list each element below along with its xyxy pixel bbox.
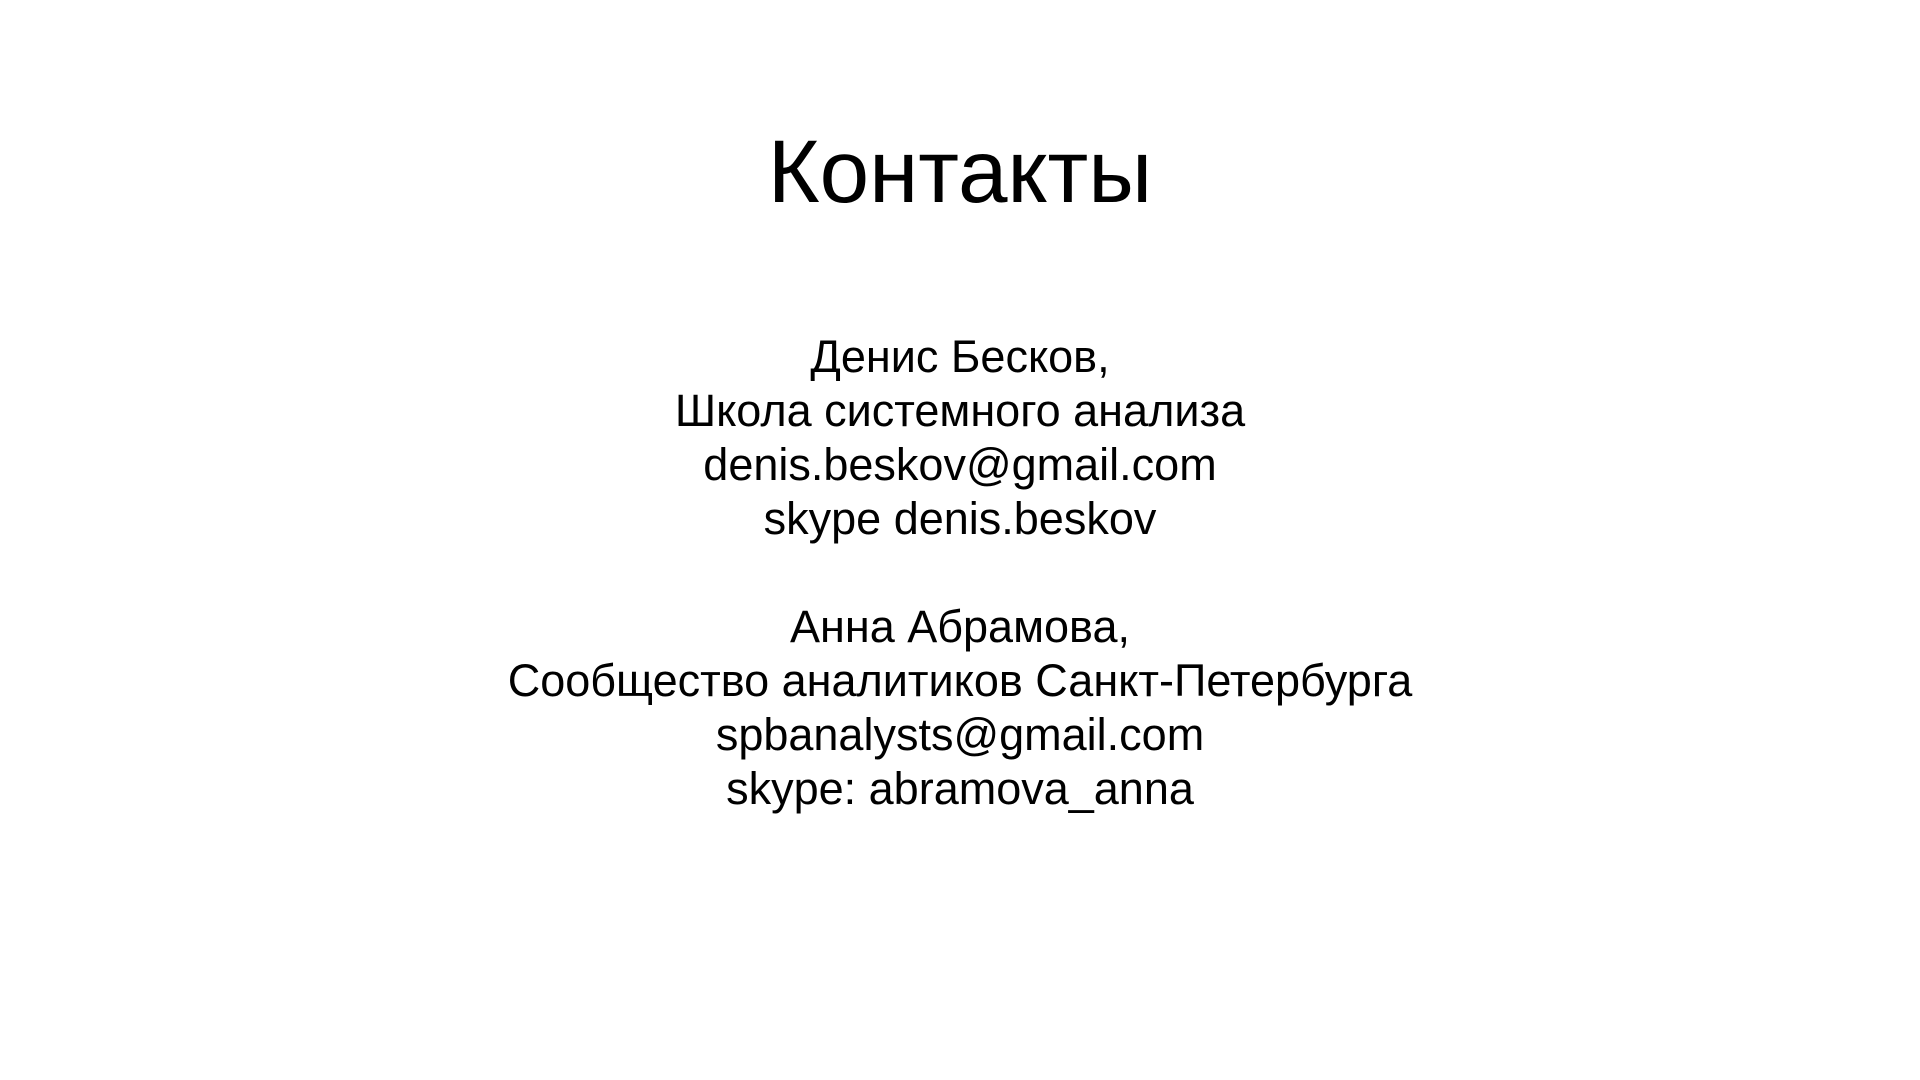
contact-skype: skype: abramova_anna [726,763,1194,814]
contact-name: Денис Бесков, [810,331,1110,382]
contact-block-beskov [0,330,1920,546]
slide-title: Контакты [767,121,1153,221]
contact-organization: Школа системного анализа [674,385,1246,436]
contact-email[interactable]: denis.beskov@gmail.com [703,439,1217,490]
contact-name: Анна Абрамова, [790,601,1130,652]
contact-block-abramova [0,600,1920,816]
contacts-list [0,330,1920,870]
contact-email[interactable]: spbanalysts@gmail.com [715,709,1205,760]
contact-organization: Сообщество аналитиков Санкт-Петербурга [507,655,1413,706]
contact-skype: skype denis.beskov [763,493,1157,544]
